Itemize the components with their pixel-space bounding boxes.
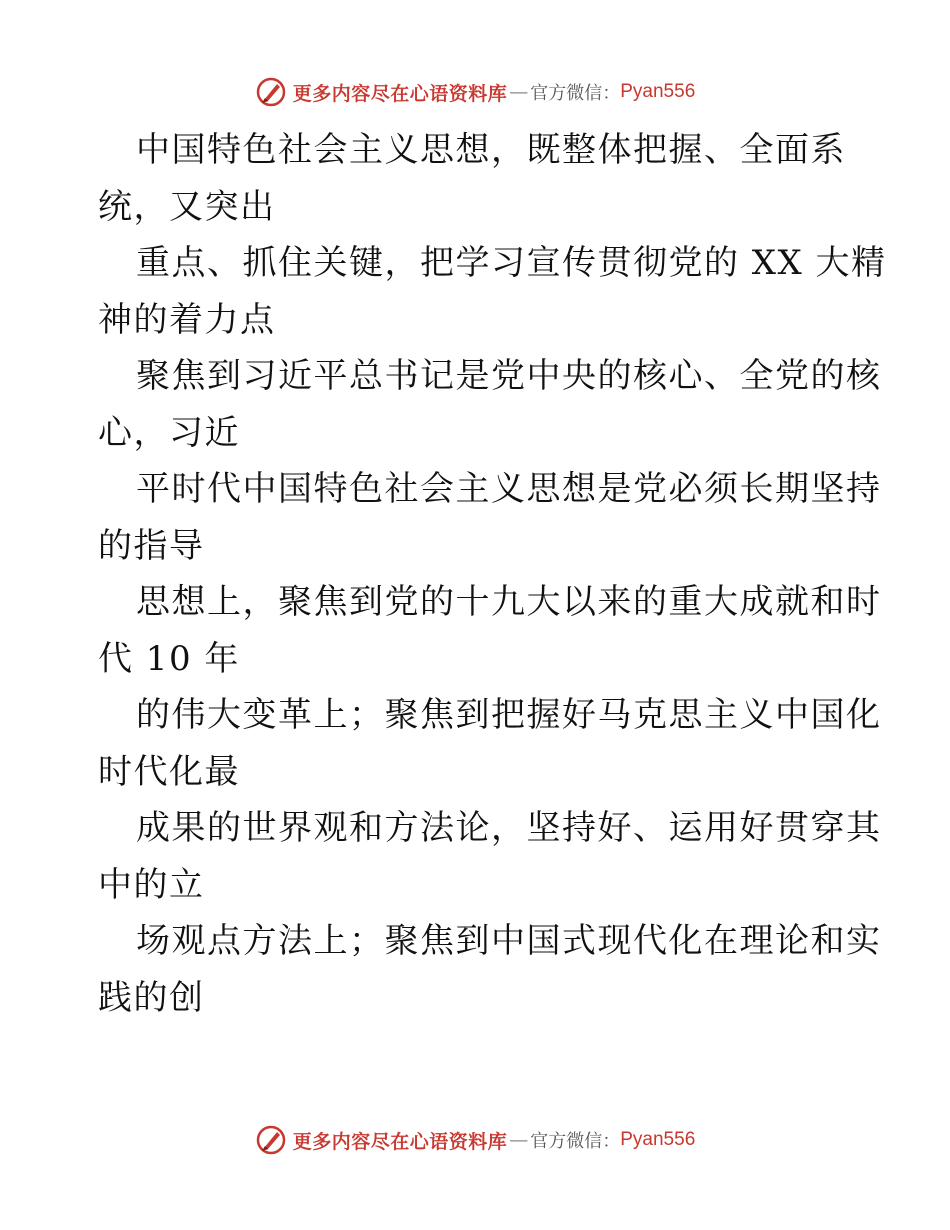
body-line: 聚焦到习近平总书记是党中央的核心、全党的核: [136, 356, 882, 396]
watermark-wechat-id: Pyan556: [620, 81, 696, 102]
body-line: 重点、抓住关键，把学习宣传贯彻党的 XX 大精: [136, 243, 887, 283]
body-line: 成果的世界观和方法论，坚持好、运用好贯穿其: [136, 808, 882, 848]
body-line: 神的着力点: [98, 299, 276, 340]
body-line: 统，又突出: [98, 186, 276, 227]
header-watermark: [0, 72, 950, 112]
watermark-wechat-label: 官方微信：: [530, 83, 621, 104]
watermark-separator: —: [509, 1129, 529, 1151]
body-line: 心，习近: [98, 412, 240, 453]
body-line: 场观点方法上；聚焦到中国式现代化在理论和实: [136, 921, 882, 961]
watermark-separator: —: [509, 81, 529, 103]
watermark-wechat-label: 官方微信：: [530, 1131, 621, 1152]
body-line: 的指导: [98, 525, 205, 566]
body-line: 中的立: [98, 864, 205, 905]
body-line: 践的创: [98, 977, 205, 1018]
quill-pen-logo-icon: [255, 1124, 287, 1156]
body-line: 代 10 年: [98, 638, 240, 679]
quill-pen-logo-icon: [255, 76, 287, 108]
body-line: 平时代中国特色社会主义思想是党必须长期坚持: [136, 469, 882, 509]
watermark-brand-text: 更多内容尽在心语资料库: [292, 82, 508, 105]
body-line: 思想上，聚焦到党的十九大以来的重大成就和时: [136, 582, 882, 622]
footer-watermark: [0, 1120, 950, 1160]
watermark-wechat-id: Pyan556: [620, 1129, 696, 1150]
body-line: 中国特色社会主义思想，既整体把握、全面系: [136, 130, 846, 170]
body-line: 的伟大变革上；聚焦到把握好马克思主义中国化: [136, 695, 882, 735]
watermark-brand-text: 更多内容尽在心语资料库: [292, 1130, 508, 1153]
document-body: [98, 122, 887, 1026]
body-line: 时代化最: [98, 751, 240, 792]
